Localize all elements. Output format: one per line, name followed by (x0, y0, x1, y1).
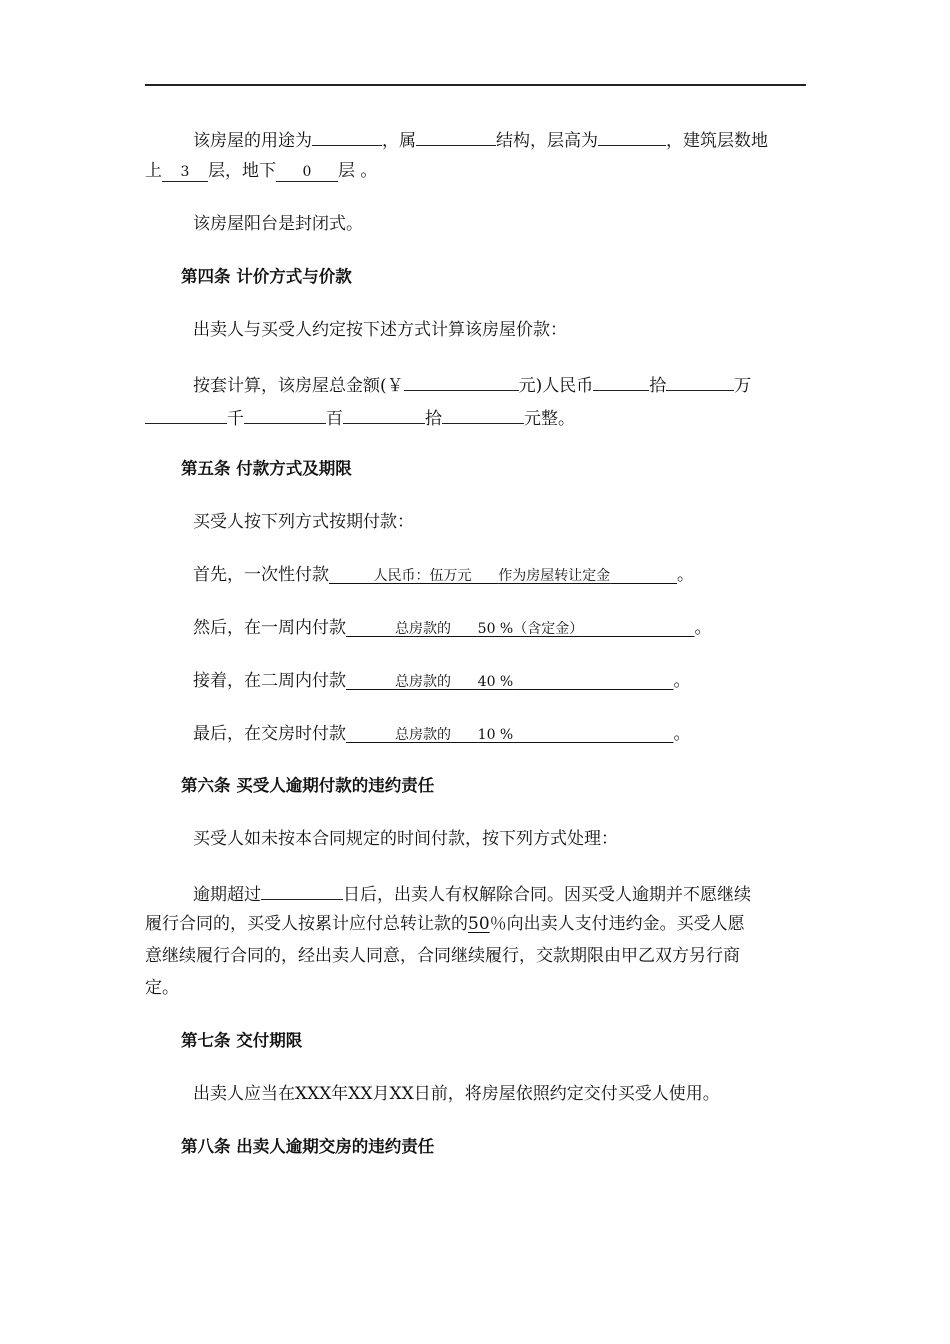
usage-blank (312, 127, 382, 146)
payment-3-end: 。 (673, 671, 691, 691)
payment-line-1 (145, 564, 806, 587)
payment-2-text: 总房款的 (394, 621, 451, 637)
payment-1-note: 作为房屋转让定金 (498, 568, 611, 584)
usage-text-c: 结构，层高为 (496, 131, 598, 151)
thousand-blank (145, 405, 227, 424)
price-text-g: 拾 (425, 409, 442, 429)
payment-4-end: 。 (673, 724, 691, 744)
price-text-f: 百 (326, 409, 343, 429)
article-6-title: 第六条 买受人逾期付款的违约责任 (181, 776, 435, 795)
payment-4-label: 最后，在交房时付款 (193, 724, 346, 744)
payment-3-percent: 40 % (477, 674, 514, 690)
payment-1-end: 。 (676, 565, 694, 585)
article-7-title: 第七条 交付期限 (181, 1031, 303, 1050)
price-text-h: 元整。 (524, 409, 575, 429)
payment-3-text: 总房款的 (394, 674, 451, 690)
penalty-line-1 (145, 881, 806, 906)
penalty-text-d: ％向出卖人支付违约金。买受人愿 (489, 914, 745, 934)
payment-3-label: 接着，在二周内付款 (193, 671, 346, 691)
usage-line-1 (145, 127, 806, 152)
payment-4-text: 总房款的 (394, 727, 451, 743)
payment-4-percent: 10 % (477, 727, 514, 743)
article-5-title: 第五条 付款方式及期限 (181, 459, 352, 478)
structure-blank (416, 127, 496, 146)
payment-4-blank (346, 727, 673, 743)
price-line-2 (145, 405, 806, 430)
usage-text-f: 层，地下 (208, 161, 276, 181)
balcony-line: 该房屋阳台是封闭式。 (193, 214, 363, 234)
floors-below-value: 0 (276, 163, 338, 182)
usage-text-b: ，属 (382, 131, 416, 151)
penalty-line-2 (145, 913, 806, 935)
price-line-1 (145, 372, 806, 397)
price-text-d: 万 (734, 376, 752, 396)
unit-blank (442, 405, 524, 424)
payment-3-blank (346, 674, 673, 690)
payment-2-end: 。 (694, 618, 712, 638)
usage-text-g: 层 。 (338, 161, 378, 181)
penalty-text-c: 履行合同的，买受人按累计应付总转让款的 (145, 914, 468, 934)
payment-line-4 (145, 723, 806, 746)
floors-above-value: 3 (162, 163, 208, 182)
usage-text-e: 上 (145, 161, 162, 181)
usage-text-d: ，建筑层数地 (666, 131, 768, 151)
payment-2-percent: 50 %（含定金） (477, 621, 584, 637)
penalty-text-b: 日后，出卖人有权解除合同。因买受人逾期并不愿继续 (343, 885, 751, 905)
hundred-thousand-blank (593, 372, 649, 391)
ten-blank (343, 405, 425, 424)
article-6-intro: 买受人如未按本合同规定的时间付款，按下列方式处理： (193, 829, 618, 849)
article-7-text: 出卖人应当在XXX年XX月XX日前，将房屋依照约定交付买受人使用。 (193, 1084, 720, 1104)
price-text-c: 拾 (649, 376, 667, 396)
usage-text-a: 该房屋的用途为 (193, 131, 312, 151)
hundred-blank (244, 405, 326, 424)
payment-line-3 (145, 670, 806, 693)
total-amount-blank (404, 372, 519, 391)
penalty-line-4: 定。 (145, 978, 179, 998)
penalty-percent: 50 (468, 914, 490, 934)
payment-1-blank (329, 568, 677, 584)
overdue-days-blank (261, 881, 343, 900)
article-5-intro: 买受人按下列方式按期付款： (193, 512, 414, 532)
height-blank (598, 127, 666, 146)
header-rule (145, 84, 806, 86)
penalty-line-3: 意继续履行合同的，经出卖人同意，合同继续履行，交款期限由甲乙双方另行商 (145, 946, 740, 966)
payment-1-amount: 人民币：伍万元 (373, 568, 472, 584)
penalty-text-a: 逾期超过 (193, 885, 261, 905)
payment-1-label: 首先，一次性付款 (193, 565, 329, 585)
payment-2-label: 然后，在一周内付款 (193, 618, 346, 638)
price-text-b: 元)人民币 (518, 376, 594, 396)
price-text-a: 按套计算，该房屋总金额(￥ (193, 376, 404, 396)
payment-line-2 (145, 617, 806, 640)
article-8-title: 第八条 出卖人逾期交房的违约责任 (181, 1137, 435, 1156)
payment-2-blank (346, 621, 695, 637)
price-text-e: 千 (227, 409, 244, 429)
article-4-intro: 出卖人与买受人约定按下述方式计算该房屋价款： (193, 320, 567, 340)
article-4-title: 第四条 计价方式与价款 (181, 267, 352, 286)
usage-line-2 (145, 160, 806, 182)
ten-thousand-blank (666, 372, 734, 391)
